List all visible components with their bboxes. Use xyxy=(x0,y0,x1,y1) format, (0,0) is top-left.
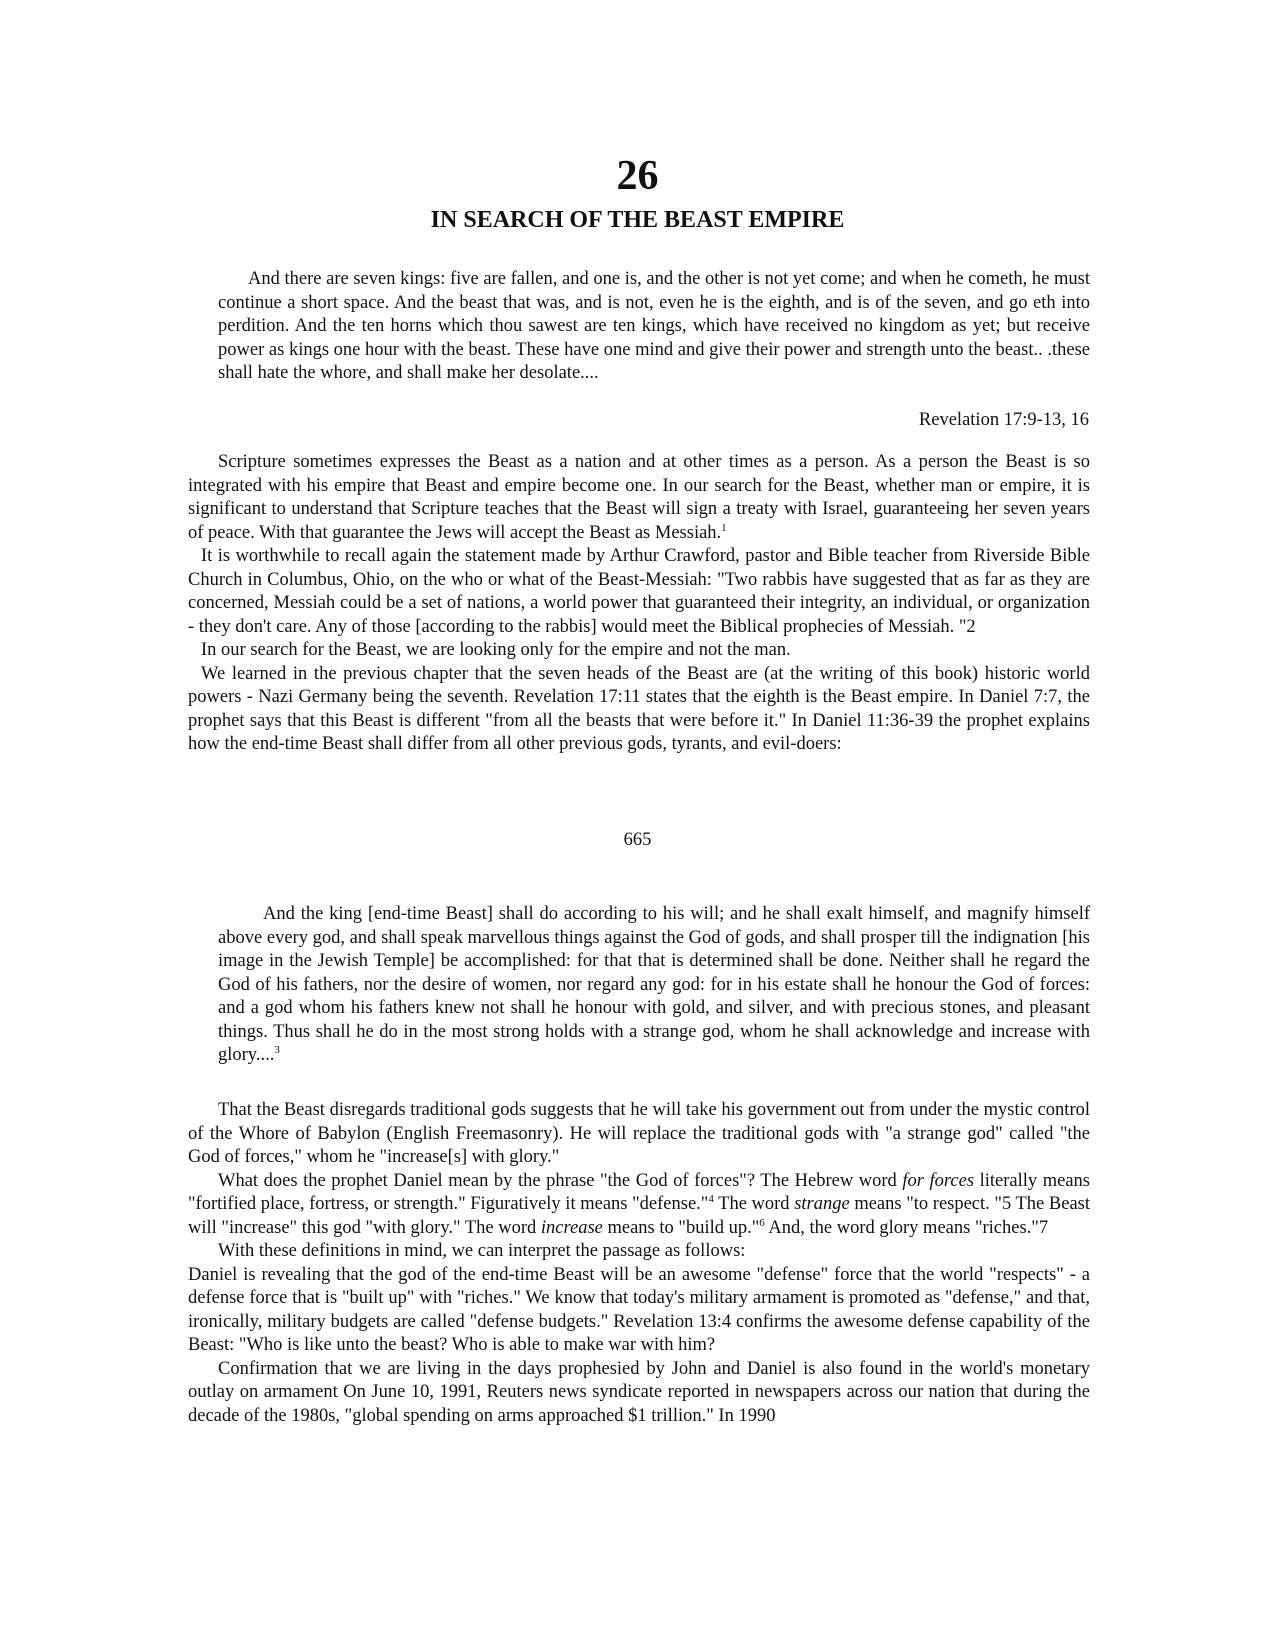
footnote-marker: 4 xyxy=(708,1192,714,1205)
paragraph: In our search for the Beast, we are looking only for the empire and not the man. xyxy=(201,640,791,660)
emphasis: increase xyxy=(540,1217,603,1238)
text-run: means "to respect. "5 The Beast will "increase" this god "with glory." The word xyxy=(188,1194,1091,1238)
paragraph-text: Scripture sometimes expresses the Beast as a nation and at other times as a person. As a person the Beast is so integrated with his empire that Beast and empire become one. In our search for the Beast, whether man or empire, it is significant to understand that Scripture teaches that the Beast will sign a treaty with Israel, guaranteeing her seven years of peace. With that guarantee the Jews will accept the Beast as Messiah. xyxy=(188,452,1090,543)
paragraph: With these definitions in mind, we can interpret the passage as follows: xyxy=(218,1241,746,1261)
paragraph: We learned in the previous chapter that the seven heads of the Beast are (at the writing of this book) historic world powers - Nazi Germany being the seventh. Revelation 17:11 states that the eighth is the Beast empire. In Daniel 7:7, the prophet says that this Beast is different "from all the beasts that were before it." In Daniel 11:36-39 the prophet explains how the end-time Beast shall differ from all other previous gods, tyrants, and evil-doers: xyxy=(188,663,1090,754)
quote-text: And the king [end-time Beast] shall do according to his will; and he shall exalt himself, and magnify himself above every god, and shall speak marvellous things against the God of gods, and shall prosper till the indignation [his image in the Jewish Temple] be accomplished: for that that is determined shall be done. Neither shall he regard the God of his fathers, nor the desire of women, nor regard any god: for in his estate shall he honour the God of forces: and a god whom his fathers knew not shall he honour with gold, and silver, and with precious stones, and pleasant things. Thus shall he do in the most strong holds with a strange god, whom he shall acknowledge and increase with glory.... xyxy=(218,904,1090,1065)
chapter-title: IN SEARCH OF THE BEAST EMPIRE xyxy=(430,207,845,233)
paragraph: Daniel is revealing that the god of the end-time Beast will be an awesome "defense" force that the world "respects" - a defense force that is "built up" with "riches." We know that today's military armament is promoted as "defense," and that, ironically, military budgets are called "defense budgets." Revelation 13:4 confirms the awesome defense capability of the Beast: "Who is like unto the beast? Who is able to make war with him? xyxy=(188,1264,1090,1355)
footnote-marker: 6 xyxy=(759,1216,765,1229)
footnote-marker: 1 xyxy=(721,521,727,534)
epigraph-quote: And there are seven kings: five are fallen, and one is, and the other is not yet come; and when he cometh, he must continue a short space. And the beast that was, and is not, even he is the eighth, and is of the seven, and go eth into perdition. And the ten horns which thou sawest are ten kings, which have received no kingdom as yet; but receive power as kings one hour with the beast. These have one mind and give their power and strength unto the beast.. .these shall hate the whore, and shall make her desolate.... xyxy=(218,269,1090,383)
text-run: What does the prophet Daniel mean by the phrase "the God of forces"? The Hebrew word xyxy=(218,1170,903,1191)
emphasis: strange xyxy=(794,1194,850,1214)
section-two xyxy=(188,1099,1090,1428)
paragraph xyxy=(188,451,1090,545)
epigraph-citation: Revelation 17:9-13, 16 xyxy=(918,410,1089,430)
chapter-number: 26 xyxy=(616,153,659,199)
paragraph: It is worthwhile to recall again the statement made by Arthur Crawford, pastor and Bible teacher from Riverside Bible Church in Columbus, Ohio, on the who or what of the Beast-Messiah: "Two rabbis have suggested that as far as they are concerned, Messiah could be a set of nations, a world power that guaranteed their integrity, an individual, or organization - they don't care. Any of those [according to the rabbis] would meet the Biblical prophecies of Messiah. "2 xyxy=(188,546,1090,637)
footnote-marker: 3 xyxy=(274,1043,280,1056)
paragraph: That the Beast disregards traditional gods suggests that he will take his government out from under the mystic control of the Whore of Babylon (English Freemasonry). He will replace the traditional gods with "a strange god" called "the God of forces," whom he "increase[s] with glory." xyxy=(188,1100,1090,1167)
text-run: literally means "fortified place, fortress, or strength." Figuratively it means "defense." xyxy=(188,1170,1090,1214)
text-run: The word xyxy=(713,1194,795,1214)
text-run: means to "build up." xyxy=(602,1217,760,1238)
section-one xyxy=(188,451,1090,757)
daniel-quote xyxy=(218,903,1090,1068)
page-number: 665 xyxy=(623,830,652,850)
text-run: And, the word glory means "riches."7 xyxy=(764,1217,1049,1238)
paragraph xyxy=(188,1170,1090,1241)
emphasis: for forces xyxy=(902,1170,975,1191)
paragraph: Confirmation that we are living in the days prophesied by John and Daniel is also found in the world's monetary outlay on armament On June 10, 1991, Reuters news syndicate reported in newspapers across our nation that during the decade of the 1980s, "global spending on arms approached $1 trillion." In 1990 xyxy=(188,1358,1090,1426)
